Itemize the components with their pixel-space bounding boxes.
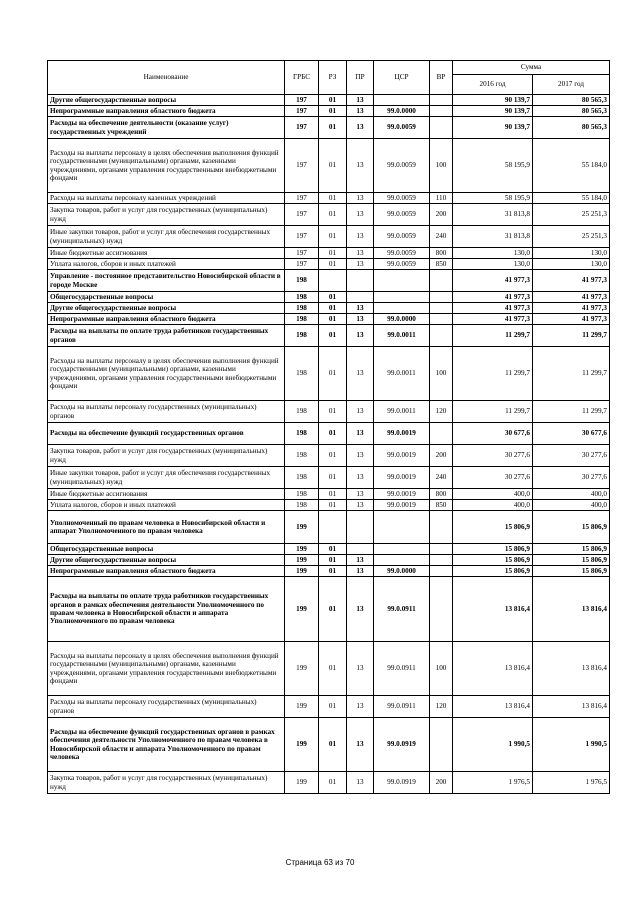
cell-grbs: 199 [285, 577, 319, 642]
cell-vr: 100 [430, 642, 453, 696]
cell-csr [374, 511, 430, 544]
col-header-sum: Сумма [453, 61, 610, 75]
table-row [48, 511, 610, 544]
cell-grbs: 198 [285, 314, 319, 325]
table-row [48, 139, 610, 193]
cell-sum-2017: 13 816,4 [533, 577, 610, 642]
cell-csr: 99.0.0919 [374, 772, 430, 794]
cell-sum-2016: 1 976,5 [453, 772, 533, 794]
cell-pr: 13 [347, 555, 374, 566]
cell-rz: 01 [319, 489, 347, 500]
table-row [48, 303, 610, 314]
cell-rz: 01 [319, 423, 347, 445]
cell-name: Общегосударственные вопросы [48, 292, 285, 303]
cell-grbs: 198 [285, 292, 319, 303]
cell-grbs: 197 [285, 193, 319, 204]
cell-sum-2017: 15 806,9 [533, 555, 610, 566]
cell-rz [319, 270, 347, 292]
cell-vr: 850 [430, 259, 453, 270]
cell-csr: 99.0.0019 [374, 445, 430, 467]
cell-pr: 13 [347, 718, 374, 772]
cell-name: Расходы на выплаты персоналу в целях обеспечения выполнения функций государственными (муниципальными) органами, казенными учреждениями, органами управления государственными внебюджетными фондами [48, 347, 285, 401]
cell-grbs: 199 [285, 718, 319, 772]
cell-sum-2017: 15 806,9 [533, 566, 610, 577]
cell-sum-2016: 41 977,3 [453, 292, 533, 303]
cell-vr: 200 [430, 445, 453, 467]
cell-sum-2016: 15 806,9 [453, 555, 533, 566]
cell-pr: 13 [347, 303, 374, 314]
cell-vr: 850 [430, 500, 453, 511]
cell-sum-2017: 80 565,3 [533, 95, 610, 106]
col-header-csr: ЦСР [374, 61, 430, 95]
cell-csr: 99.0.0059 [374, 139, 430, 193]
cell-pr: 13 [347, 577, 374, 642]
cell-name: Уплата налогов, сборов и иных платежей [48, 259, 285, 270]
cell-grbs: 198 [285, 303, 319, 314]
cell-name: Расходы на обеспечение функций государственных органов в рамках обеспечения деятельности Уполномоченного по правам человека в Новосибирской области и аппарата Уполномоченного по правам человека [48, 718, 285, 772]
cell-vr: 100 [430, 139, 453, 193]
cell-sum-2017: 25 251,3 [533, 226, 610, 248]
cell-pr: 13 [347, 204, 374, 226]
cell-grbs: 199 [285, 642, 319, 696]
cell-csr: 99.0.0019 [374, 489, 430, 500]
col-header-pr: ПР [347, 61, 374, 95]
cell-rz: 01 [319, 139, 347, 193]
table-row [48, 467, 610, 489]
cell-vr: 240 [430, 467, 453, 489]
cell-sum-2016: 400,0 [453, 489, 533, 500]
cell-rz: 01 [319, 193, 347, 204]
cell-csr: 99.0.0059 [374, 226, 430, 248]
table-header [48, 61, 610, 95]
cell-name: Расходы на выплаты персоналу казенных учреждений [48, 193, 285, 204]
cell-sum-2017: 130,0 [533, 259, 610, 270]
cell-rz: 01 [319, 117, 347, 139]
cell-name: Расходы на выплаты персоналу государственных (муниципальных) органов [48, 696, 285, 718]
cell-csr: 99.0.0919 [374, 718, 430, 772]
cell-csr: 99.0.0059 [374, 204, 430, 226]
cell-vr: 100 [430, 347, 453, 401]
cell-pr: 13 [347, 772, 374, 794]
cell-pr: 13 [347, 566, 374, 577]
cell-vr: 240 [430, 226, 453, 248]
cell-name: Закупка товаров, работ и услуг для государственных (муниципальных) нужд [48, 204, 285, 226]
cell-sum-2017: 41 977,3 [533, 270, 610, 292]
cell-sum-2017: 41 977,3 [533, 314, 610, 325]
cell-csr [374, 544, 430, 555]
cell-sum-2016: 13 816,4 [453, 577, 533, 642]
cell-sum-2017: 80 565,3 [533, 117, 610, 139]
table-row [48, 106, 610, 117]
cell-sum-2017: 400,0 [533, 500, 610, 511]
cell-sum-2016: 400,0 [453, 500, 533, 511]
cell-name: Уплата налогов, сборов и иных платежей [48, 500, 285, 511]
cell-sum-2017: 130,0 [533, 248, 610, 259]
cell-sum-2016: 41 977,3 [453, 314, 533, 325]
cell-csr: 99.0.0911 [374, 577, 430, 642]
cell-grbs: 199 [285, 544, 319, 555]
cell-name: Иные закупки товаров, работ и услуг для обеспечения государственных (муниципальных) нужд [48, 467, 285, 489]
cell-sum-2017: 400,0 [533, 489, 610, 500]
table-row [48, 248, 610, 259]
cell-sum-2017: 1 976,5 [533, 772, 610, 794]
cell-name: Расходы на выплаты по оплате труда работников государственных органов [48, 325, 285, 347]
cell-rz: 01 [319, 642, 347, 696]
table-row [48, 718, 610, 772]
cell-vr [430, 718, 453, 772]
cell-rz [319, 511, 347, 544]
cell-sum-2016: 30 277,6 [453, 467, 533, 489]
cell-rz: 01 [319, 566, 347, 577]
cell-csr: 99.0.0011 [374, 401, 430, 423]
cell-grbs: 198 [285, 500, 319, 511]
cell-rz: 01 [319, 445, 347, 467]
cell-name: Общегосударственные вопросы [48, 544, 285, 555]
cell-vr [430, 270, 453, 292]
col-header-name: Наименование [48, 61, 285, 95]
cell-pr: 13 [347, 467, 374, 489]
page-number: Страница 63 из 70 [285, 858, 355, 867]
cell-sum-2016: 90 139,7 [453, 95, 533, 106]
cell-pr: 13 [347, 117, 374, 139]
cell-grbs: 197 [285, 95, 319, 106]
cell-pr [347, 270, 374, 292]
col-header-rz: РЗ [319, 61, 347, 95]
cell-grbs: 197 [285, 248, 319, 259]
cell-vr [430, 544, 453, 555]
cell-vr [430, 423, 453, 445]
cell-rz: 01 [319, 106, 347, 117]
cell-csr: 99.0.0019 [374, 423, 430, 445]
table-row [48, 95, 610, 106]
cell-rz: 01 [319, 772, 347, 794]
table-row [48, 204, 610, 226]
cell-pr: 13 [347, 401, 374, 423]
table-row [48, 772, 610, 794]
cell-csr: 99.0.0059 [374, 259, 430, 270]
cell-grbs: 198 [285, 401, 319, 423]
cell-rz: 01 [319, 544, 347, 555]
cell-sum-2016: 41 977,3 [453, 303, 533, 314]
table-row [48, 500, 610, 511]
cell-rz: 01 [319, 226, 347, 248]
cell-grbs: 197 [285, 139, 319, 193]
cell-sum-2016: 30 277,6 [453, 445, 533, 467]
cell-sum-2017: 55 184,0 [533, 193, 610, 204]
col-header-vr: ВР [430, 61, 453, 95]
cell-pr: 13 [347, 106, 374, 117]
cell-sum-2017: 80 565,3 [533, 106, 610, 117]
cell-vr: 200 [430, 772, 453, 794]
col-header-2016: 2016 год [453, 75, 533, 95]
cell-vr: 120 [430, 696, 453, 718]
cell-grbs: 197 [285, 226, 319, 248]
cell-grbs: 198 [285, 325, 319, 347]
cell-vr [430, 292, 453, 303]
cell-grbs: 199 [285, 566, 319, 577]
cell-vr [430, 577, 453, 642]
table-row [48, 544, 610, 555]
table-row [48, 314, 610, 325]
cell-vr [430, 555, 453, 566]
table-row [48, 555, 610, 566]
cell-rz: 01 [319, 204, 347, 226]
cell-vr [430, 95, 453, 106]
cell-name: Иные закупки товаров, работ и услуг для обеспечения государственных (муниципальных) нужд [48, 226, 285, 248]
cell-vr: 120 [430, 401, 453, 423]
cell-rz: 01 [319, 401, 347, 423]
table-row [48, 566, 610, 577]
cell-pr: 13 [347, 696, 374, 718]
cell-vr: 800 [430, 248, 453, 259]
table-row [48, 325, 610, 347]
cell-sum-2016: 58 195,9 [453, 139, 533, 193]
cell-rz: 01 [319, 718, 347, 772]
cell-pr: 13 [347, 325, 374, 347]
cell-name: Управление - постоянное представительство Новосибирской области в городе Москве [48, 270, 285, 292]
cell-name: Другие общегосударственные вопросы [48, 303, 285, 314]
cell-rz: 01 [319, 259, 347, 270]
cell-name: Другие общегосударственные вопросы [48, 555, 285, 566]
cell-pr: 13 [347, 314, 374, 325]
cell-name: Расходы на выплаты персоналу в целях обеспечения выполнения функций государственными (муниципальными) органами, казенными учреждениями, органами управления государственными внебюджетными фондами [48, 642, 285, 696]
cell-rz: 01 [319, 347, 347, 401]
budget-table [47, 60, 610, 794]
cell-pr [347, 292, 374, 303]
cell-sum-2016: 11 299,7 [453, 347, 533, 401]
cell-csr: 99.0.0019 [374, 500, 430, 511]
cell-csr: 99.0.0059 [374, 117, 430, 139]
cell-grbs: 197 [285, 259, 319, 270]
cell-grbs: 199 [285, 696, 319, 718]
cell-name: Закупка товаров, работ и услуг для государственных (муниципальных) нужд [48, 445, 285, 467]
cell-sum-2017: 15 806,9 [533, 544, 610, 555]
cell-name: Непрограммные направления областного бюджета [48, 566, 285, 577]
cell-sum-2017: 41 977,3 [533, 292, 610, 303]
cell-pr: 13 [347, 139, 374, 193]
col-header-2017: 2017 год [533, 75, 610, 95]
cell-grbs: 199 [285, 555, 319, 566]
cell-grbs: 199 [285, 511, 319, 544]
cell-csr: 99.0.0019 [374, 467, 430, 489]
cell-pr: 13 [347, 259, 374, 270]
table-row [48, 445, 610, 467]
cell-pr: 13 [347, 248, 374, 259]
cell-grbs: 197 [285, 106, 319, 117]
cell-csr: 99.0.0000 [374, 314, 430, 325]
cell-csr [374, 270, 430, 292]
cell-name: Иные бюджетные ассигнования [48, 248, 285, 259]
cell-name: Другие общегосударственные вопросы [48, 95, 285, 106]
cell-sum-2017: 41 977,3 [533, 303, 610, 314]
cell-grbs: 198 [285, 489, 319, 500]
cell-grbs: 198 [285, 347, 319, 401]
cell-csr: 99.0.0059 [374, 248, 430, 259]
col-header-grbs: ГРБС [285, 61, 319, 95]
cell-grbs: 198 [285, 445, 319, 467]
cell-grbs: 198 [285, 467, 319, 489]
table-row [48, 193, 610, 204]
cell-sum-2017: 30 277,6 [533, 467, 610, 489]
cell-grbs: 197 [285, 204, 319, 226]
cell-sum-2016: 13 816,4 [453, 696, 533, 718]
table-row [48, 401, 610, 423]
cell-rz: 01 [319, 303, 347, 314]
cell-rz: 01 [319, 696, 347, 718]
cell-csr [374, 95, 430, 106]
cell-vr: 800 [430, 489, 453, 500]
cell-sum-2016: 15 806,9 [453, 544, 533, 555]
cell-sum-2017: 11 299,7 [533, 347, 610, 401]
cell-sum-2016: 15 806,9 [453, 566, 533, 577]
cell-pr: 13 [347, 642, 374, 696]
cell-csr: 99.0.0011 [374, 325, 430, 347]
cell-sum-2017: 13 816,4 [533, 696, 610, 718]
cell-csr: 99.0.0011 [374, 347, 430, 401]
cell-sum-2017: 30 277,6 [533, 445, 610, 467]
cell-csr: 99.0.0911 [374, 696, 430, 718]
cell-rz: 01 [319, 292, 347, 303]
cell-grbs: 198 [285, 270, 319, 292]
cell-sum-2016: 130,0 [453, 259, 533, 270]
table-row [48, 270, 610, 292]
cell-rz: 01 [319, 467, 347, 489]
cell-rz: 01 [319, 95, 347, 106]
cell-grbs: 198 [285, 423, 319, 445]
cell-rz: 01 [319, 314, 347, 325]
cell-rz: 01 [319, 500, 347, 511]
cell-sum-2017: 25 251,3 [533, 204, 610, 226]
cell-pr: 13 [347, 193, 374, 204]
cell-sum-2016: 90 139,7 [453, 117, 533, 139]
cell-vr [430, 314, 453, 325]
cell-csr [374, 555, 430, 566]
cell-pr: 13 [347, 423, 374, 445]
cell-name: Уполномоченный по правам человека в Новосибирской области и аппарат Уполномоченного по правам человека [48, 511, 285, 544]
cell-rz: 01 [319, 555, 347, 566]
table-row [48, 347, 610, 401]
cell-sum-2017: 55 184,0 [533, 139, 610, 193]
cell-sum-2016: 130,0 [453, 248, 533, 259]
cell-pr: 13 [347, 445, 374, 467]
cell-sum-2016: 90 139,7 [453, 106, 533, 117]
cell-vr: 110 [430, 193, 453, 204]
table-row [48, 577, 610, 642]
cell-sum-2017: 11 299,7 [533, 401, 610, 423]
cell-sum-2016: 30 677,6 [453, 423, 533, 445]
table-row [48, 259, 610, 270]
cell-vr [430, 117, 453, 139]
cell-pr [347, 544, 374, 555]
cell-pr: 13 [347, 226, 374, 248]
cell-name: Расходы на выплаты по оплате труда работников государственных органов в рамках обеспечения деятельности Уполномоченного по правам человека в Новосибирской области и аппарата Уполномоченного по правам человека [48, 577, 285, 642]
cell-pr: 13 [347, 489, 374, 500]
cell-sum-2017: 11 299,7 [533, 325, 610, 347]
cell-name: Закупка товаров, работ и услуг для государственных (муниципальных) нужд [48, 772, 285, 794]
cell-sum-2017: 30 677,6 [533, 423, 610, 445]
table-row [48, 423, 610, 445]
cell-rz: 01 [319, 325, 347, 347]
cell-sum-2016: 11 299,7 [453, 325, 533, 347]
cell-name: Непрограммные направления областного бюджета [48, 314, 285, 325]
cell-csr: 99.0.0000 [374, 566, 430, 577]
cell-pr: 13 [347, 347, 374, 401]
cell-vr [430, 325, 453, 347]
cell-pr [347, 511, 374, 544]
cell-sum-2016: 15 806,9 [453, 511, 533, 544]
cell-name: Расходы на выплаты персоналу в целях обеспечения выполнения функций государственными (муниципальными) органами, казенными учреждениями, органами управления государственными внебюджетными фондами [48, 139, 285, 193]
cell-vr [430, 303, 453, 314]
cell-vr [430, 566, 453, 577]
cell-sum-2017: 13 816,4 [533, 642, 610, 696]
cell-pr: 13 [347, 95, 374, 106]
cell-sum-2016: 1 990,5 [453, 718, 533, 772]
table-row [48, 117, 610, 139]
cell-sum-2017: 15 806,9 [533, 511, 610, 544]
cell-vr: 200 [430, 204, 453, 226]
cell-name: Непрограммные направления областного бюджета [48, 106, 285, 117]
cell-sum-2016: 13 816,4 [453, 642, 533, 696]
cell-sum-2016: 41 977,3 [453, 270, 533, 292]
cell-vr [430, 511, 453, 544]
cell-name: Расходы на выплаты персоналу государственных (муниципальных) органов [48, 401, 285, 423]
table-row [48, 489, 610, 500]
cell-sum-2016: 31 813,8 [453, 204, 533, 226]
cell-name: Расходы на обеспечение функций государственных органов [48, 423, 285, 445]
table-body [48, 95, 610, 794]
cell-vr [430, 106, 453, 117]
cell-sum-2016: 11 299,7 [453, 401, 533, 423]
cell-grbs: 197 [285, 117, 319, 139]
cell-rz: 01 [319, 248, 347, 259]
cell-csr: 99.0.0000 [374, 106, 430, 117]
cell-sum-2017: 1 990,5 [533, 718, 610, 772]
cell-name: Иные бюджетные ассигнования [48, 489, 285, 500]
cell-csr [374, 292, 430, 303]
cell-sum-2016: 58 195,9 [453, 193, 533, 204]
table-row [48, 696, 610, 718]
cell-name: Расходы на обеспечение деятельности (оказание услуг) государственных учреждений [48, 117, 285, 139]
cell-csr: 99.0.0911 [374, 642, 430, 696]
cell-rz: 01 [319, 577, 347, 642]
table-row [48, 642, 610, 696]
cell-sum-2016: 31 813,8 [453, 226, 533, 248]
cell-csr [374, 303, 430, 314]
cell-grbs: 199 [285, 772, 319, 794]
table-row [48, 292, 610, 303]
cell-csr: 99.0.0059 [374, 193, 430, 204]
table-row [48, 226, 610, 248]
cell-pr: 13 [347, 500, 374, 511]
